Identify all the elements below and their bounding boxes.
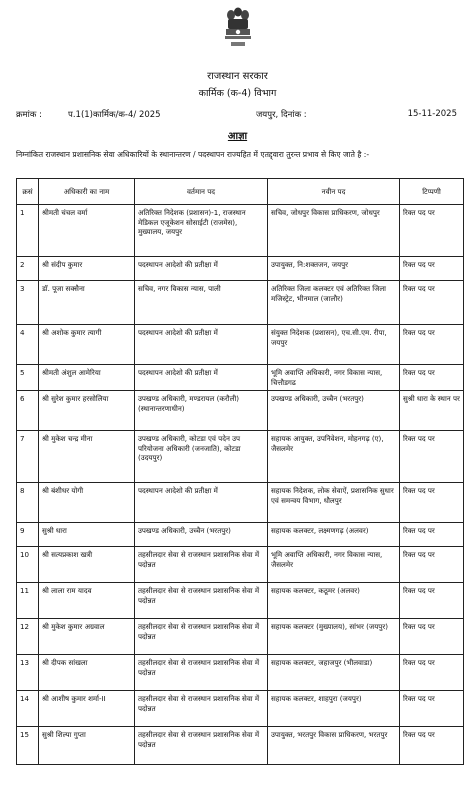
cell-name: श्री बंशीधर योगी <box>39 483 135 523</box>
cell-name: श्री अशोक कुमार त्यागी <box>39 325 135 365</box>
cell-new: सहायक कलक्टर, कठूमर (अलवर) <box>268 583 400 619</box>
col-header-current: वर्तमान पद <box>135 179 268 205</box>
table-row <box>17 583 464 619</box>
cell-remark: रिक्त पद पर <box>400 727 464 765</box>
table-row <box>17 727 464 765</box>
cell-remark: रिक्त पद पर <box>400 205 464 257</box>
cell-sn: 12 <box>17 619 39 655</box>
cell-current: अतिरिक्त निदेशक (प्रशासन)-1, राजस्थान मेडिकल एजूकेशन सोसाईटी (राजमेस), मुख्यालय, जयपुर <box>135 205 268 257</box>
ref-number: प.1(1)कार्मिक/क-4/ 2025 <box>68 110 161 120</box>
cell-remark: सुश्री धारा के स्थान पर <box>400 391 464 431</box>
cell-sn: 15 <box>17 727 39 765</box>
cell-name: श्रीमती अंशुल आमेरिया <box>39 365 135 391</box>
cell-sn: 13 <box>17 655 39 691</box>
cell-sn: 3 <box>17 281 39 325</box>
cell-current: पदस्थापन आदेशो की प्रतीक्षा में <box>135 257 268 281</box>
cell-name: श्री लाला राम यादव <box>39 583 135 619</box>
cell-remark: रिक्त पद पर <box>400 325 464 365</box>
table-row <box>17 205 464 257</box>
cell-current: सचिव, नगर विकास न्यास, पाली <box>135 281 268 325</box>
col-header-name: अधिकारी का नाम <box>39 179 135 205</box>
table-row <box>17 431 464 483</box>
cell-new: उपायुक्त, नि:शक्तजन, जयपुर <box>268 257 400 281</box>
cell-remark: रिक्त पद पर <box>400 431 464 483</box>
cell-new: अतिरिक्त जिला कलक्टर एवं अतिरिक्त जिला मजिस्ट्रेट, भीनमाल (जालौर) <box>268 281 400 325</box>
cell-sn: 6 <box>17 391 39 431</box>
cell-sn: 9 <box>17 523 39 547</box>
cell-name: डॉ. पूजा सक्सैना <box>39 281 135 325</box>
place-date-label: जयपुर, दिनांक : <box>256 110 307 120</box>
cell-sn: 7 <box>17 431 39 483</box>
cell-current: तहसीलदार सेवा से राजस्थान प्रशासनिक सेवा में पदोन्नत <box>135 655 268 691</box>
cell-sn: 14 <box>17 691 39 727</box>
cell-new: उपखण्ड अधिकारी, उच्चैन (भरतपुर) <box>268 391 400 431</box>
cell-current: उपखण्ड अधिकारी, उच्चैन (भरतपुर) <box>135 523 268 547</box>
cell-new: सहायक कलक्टर, शाहपुरा (जयपुर) <box>268 691 400 727</box>
order-title: आज्ञा <box>227 131 248 142</box>
cell-sn: 2 <box>17 257 39 281</box>
cell-remark: रिक्त पद पर <box>400 257 464 281</box>
cell-new: सहायक आयुक्त, उपनिवेशन, मोहनगढ़ (ए), जैसलमेर <box>268 431 400 483</box>
table-row <box>17 547 464 583</box>
cell-name: श्री आशीष कुमार शर्मा-II <box>39 691 135 727</box>
cell-current: उपखण्ड अधिकारी, मण्डरायल (करौली) (स्थानान्तरणाधीन) <box>135 391 268 431</box>
cell-new: भूमि अवाप्ति अधिकारी, नगर विकास न्यास, चित्तौडगढ <box>268 365 400 391</box>
cell-new: सहायक कलक्टर (मुख्यालय), सांभर (जयपुर) <box>268 619 400 655</box>
cell-current: तहसीलदार सेवा से राजस्थान प्रशासनिक सेवा में पदोन्नत <box>135 619 268 655</box>
cell-sn: 5 <box>17 365 39 391</box>
table-header-row <box>17 179 464 205</box>
order-date: 15-11-2025 <box>407 109 457 119</box>
cell-current: पदस्थापन आदेशो की प्रतीक्षा में <box>135 483 268 523</box>
table-row <box>17 619 464 655</box>
table-row <box>17 391 464 431</box>
cell-sn: 1 <box>17 205 39 257</box>
table-row <box>17 691 464 727</box>
col-header-new: नवीन पद <box>268 179 400 205</box>
cell-name: सुश्री धारा <box>39 523 135 547</box>
cell-remark: रिक्त पद पर <box>400 547 464 583</box>
cell-remark: रिक्त पद पर <box>400 281 464 325</box>
transfer-table <box>16 178 464 765</box>
ref-label: क्रमांक : <box>16 110 42 120</box>
cell-name: श्री दीपक सांखला <box>39 655 135 691</box>
cell-remark: रिक्त पद पर <box>400 365 464 391</box>
cell-remark: रिक्त पद पर <box>400 691 464 727</box>
cell-sn: 11 <box>17 583 39 619</box>
cell-current: तहसीलदार सेवा से राजस्थान प्रशासनिक सेवा में पदोन्नत <box>135 547 268 583</box>
cell-new: सचिव, जोधपुर विकास प्राधिकरण, जोधपुर <box>268 205 400 257</box>
table-row <box>17 483 464 523</box>
cell-current: तहसीलदार सेवा से राजस्थान प्रशासनिक सेवा में पदोन्नत <box>135 691 268 727</box>
cell-remark: रिक्त पद पर <box>400 483 464 523</box>
cell-name: श्री मुकेश कुमार अग्रवाल <box>39 619 135 655</box>
cell-current: तहसीलदार सेवा से राजस्थान प्रशासनिक सेवा में पदोन्नत <box>135 727 268 765</box>
table-row <box>17 523 464 547</box>
cell-remark: रिक्त पद पर <box>400 523 464 547</box>
table-row <box>17 325 464 365</box>
cell-remark: रिक्त पद पर <box>400 619 464 655</box>
col-header-remark: टिप्पणी <box>400 179 464 205</box>
cell-name: श्री संदीप कुमार <box>39 257 135 281</box>
cell-sn: 8 <box>17 483 39 523</box>
table-row <box>17 655 464 691</box>
cell-name: श्री सुरेश कुमार हरसोलिया <box>39 391 135 431</box>
intro-text: निम्नांकित राजस्थान प्रशासनिक सेवा अधिकारियों के स्थानान्तरण / पदस्थापन राज्यहित में एतद्द्वारा तुरन्त प्रभाव से किए जाते है :- <box>16 150 370 159</box>
cell-sn: 4 <box>17 325 39 365</box>
cell-name: श्री सत्यप्रकाश खत्री <box>39 547 135 583</box>
cell-name: श्रीमती चंचल वर्मा <box>39 205 135 257</box>
cell-new: सहायक कलक्टर, लक्ष्मणगढ़ (अलवर) <box>268 523 400 547</box>
cell-remark: रिक्त पद पर <box>400 583 464 619</box>
cell-current: उपखण्ड अधिकारी, कोटडा एवं पदेन उप परियोजना अधिकारी (जनजाति), कोटडा (उदयपुर) <box>135 431 268 483</box>
col-header-sn: क्रसं <box>17 179 39 205</box>
cell-current: तहसीलदार सेवा से राजस्थान प्रशासनिक सेवा में पदोन्नत <box>135 583 268 619</box>
cell-name: श्री मुकेश चन्द्र मीना <box>39 431 135 483</box>
table-row <box>17 365 464 391</box>
reference-row <box>16 109 457 123</box>
table-row <box>17 281 464 325</box>
department-title: कार्मिक (क-4) विभाग <box>198 88 277 99</box>
cell-current: पदस्थापन आदेशो की प्रतीक्षा में <box>135 365 268 391</box>
cell-new: उपायुक्त, भरतपुर विकास प्राधिकरण, भरतपुर <box>268 727 400 765</box>
table-row <box>17 257 464 281</box>
government-title: राजस्थान सरकार <box>207 71 268 82</box>
state-emblem-icon <box>222 6 254 50</box>
cell-new: भूमि अवाप्ति अधिकारी, नगर विकास न्यास, जैसलमेर <box>268 547 400 583</box>
cell-new: सहायक निदेशक, लोक सेवाऐं, प्रशासनिक सुधार एवं समन्वय विभाग, धौलपुर <box>268 483 400 523</box>
cell-new: सहायक कलक्टर, जहाजपुर (भीलवाडा) <box>268 655 400 691</box>
cell-remark: रिक्त पद पर <box>400 655 464 691</box>
cell-name: सुश्री शिल्पा गुप्ता <box>39 727 135 765</box>
cell-current: पदस्थापन आदेशो की प्रतीक्षा में <box>135 325 268 365</box>
cell-new: संयुक्त निदेशक (प्रशासन), एच.सी.एम. रीपा, जयपुर <box>268 325 400 365</box>
cell-sn: 10 <box>17 547 39 583</box>
